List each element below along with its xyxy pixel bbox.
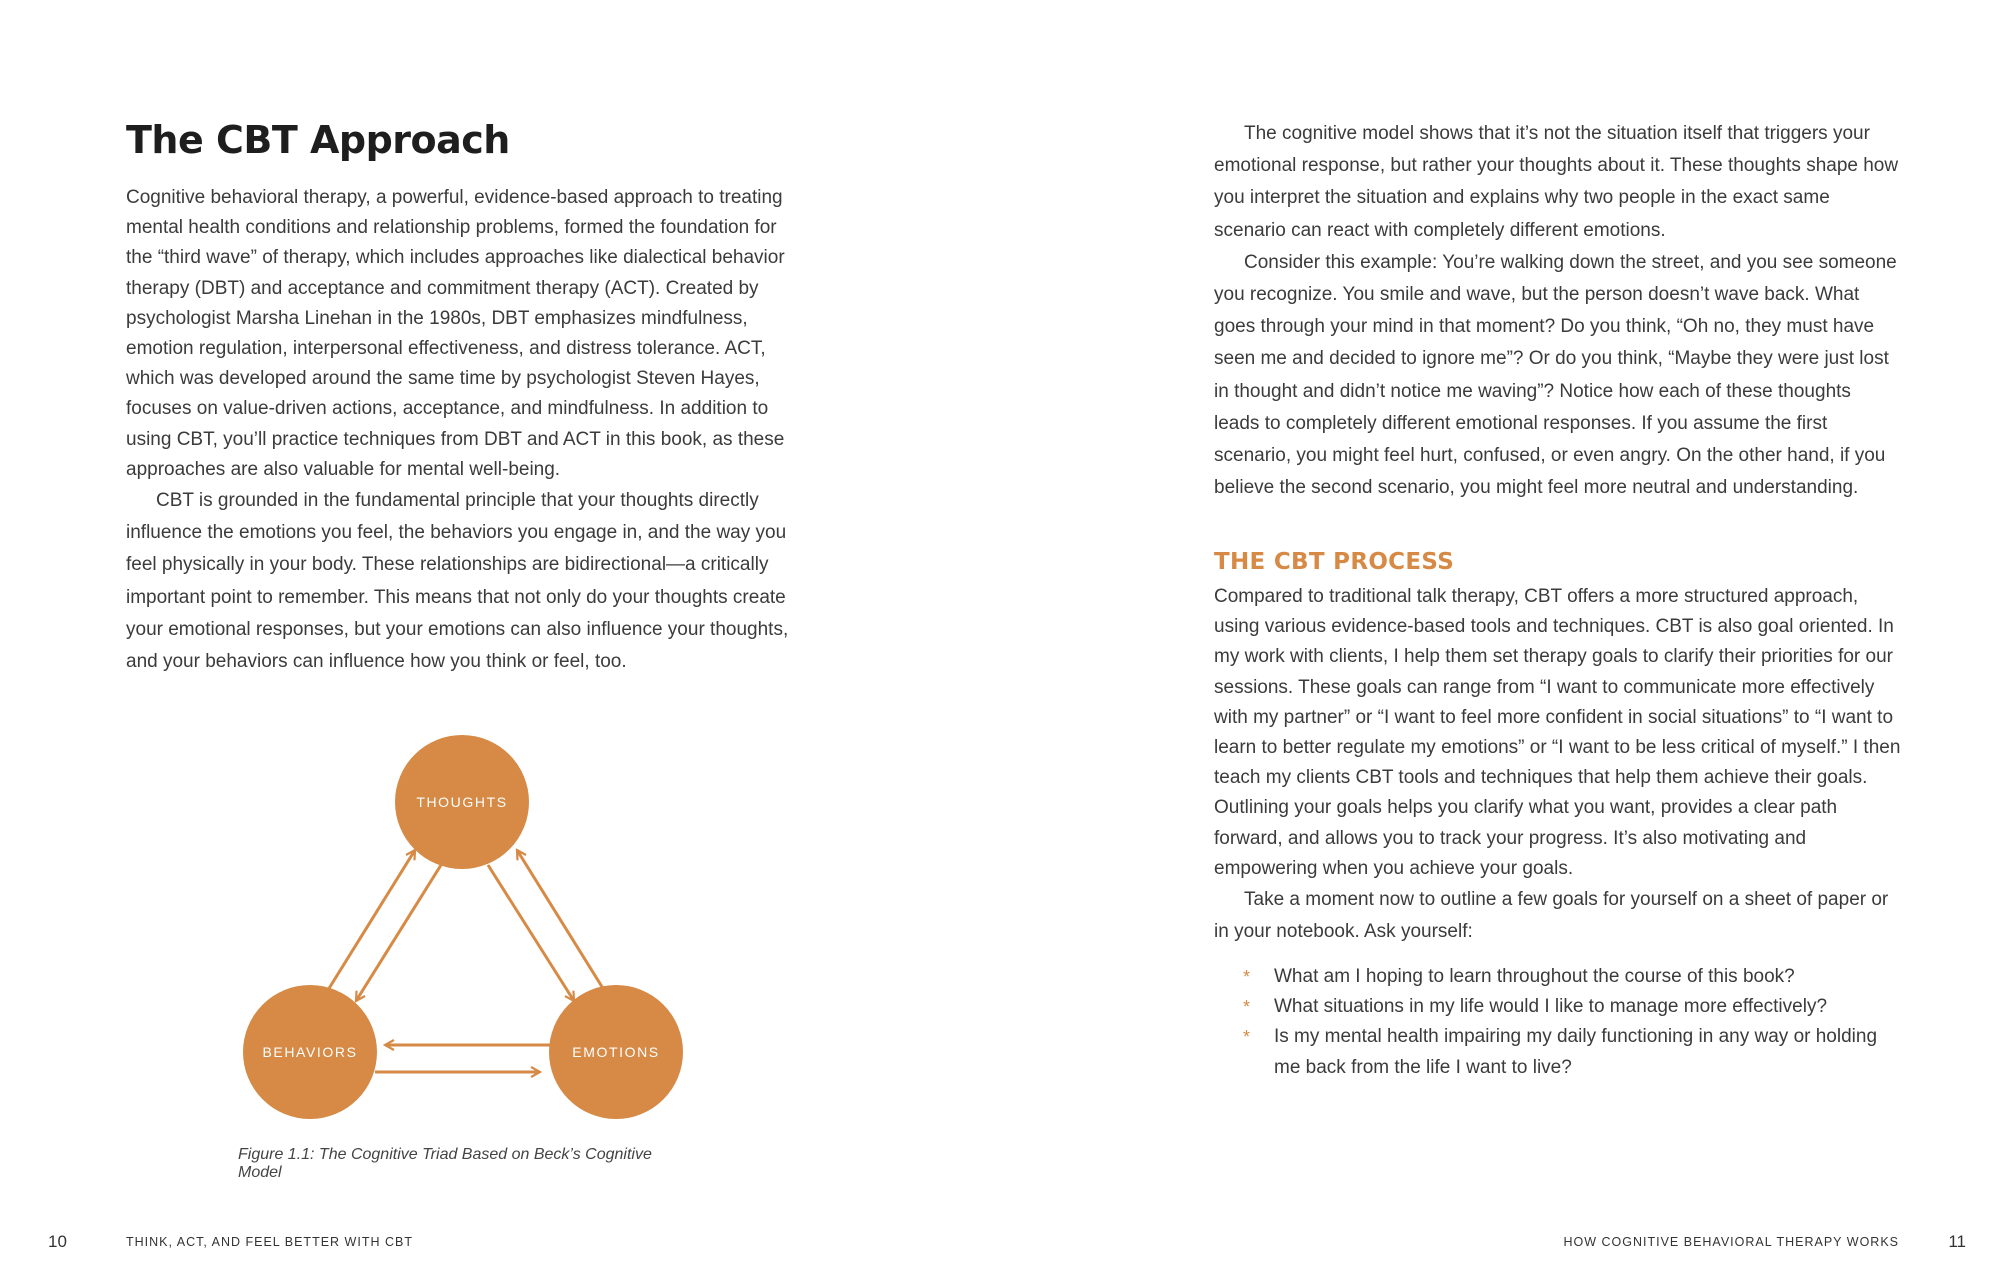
list-item: * What am I hoping to learn throughout the course of this book? [1244,962,1904,992]
right-body-bottom [1214,582,1904,948]
cognitive-triad-diagram [230,725,710,1140]
right-body-top [1214,118,1899,504]
asterisk-icon: * [1243,967,1251,987]
emotions-label: EMOTIONS [572,1044,660,1060]
asterisk-icon: * [1243,997,1251,1018]
figure-caption: Figure 1.1: The Cognitive Triad Based on Beck’s Cognitive Model [238,1146,652,1181]
paragraph: Consider this example: You’re walking down the street, and you see someone you recognize. You smile and wave, but the person doesn’t wave back. What goes through your mind in that moment? Do you think, “Oh no, they must have seen me and decided to ignore me”? Or do you think, “Maybe they were just lost in thought and didn’t notice me waving”? Notice how each of these thoughts leads to completely different emotional responses. If you assume the first scenario, you might feel hurt, confused, or even angry. On the other hand, if you believe the second scenario, you might feel more neutral and understanding. [1214,251,1897,499]
behaviors-label: BEHAVIORS [262,1044,358,1060]
paragraph: Compared to traditional talk therapy, CBT offers a more structured approach, using various evidence-based tools and techniques. CBT is also goal oriented. In my work with clients, I help them set therapy goals to clarify their priorities for our sessions. These goals can range from “I want to communicate more effectively with my partner” or “I want to feel more confident in social situations” to “I want to learn to better regulate my emotions” or “I want to be less critical of myself.” I then teach my clients CBT tools and techniques that help them achieve their goals. Outlining your goals helps you clarify what you want, provides a clear path forward, and allows you to track your progress. It’s also motivating and empowering when you achieve your goals. [1214,586,1901,879]
arrow-thoughts-to-behaviors [356,865,441,1001]
list-item: * Is my mental health impairing my daily functioning in any way or holding me back from the life I want to live? [1244,1022,1904,1082]
paragraph: The cognitive model shows that it’s not the situation itself that triggers your emotional response, but rather your thoughts about it. These thoughts shape how you interpret the situation and explains why two people in the exact same scenario can react with completely different emotions. [1214,123,1899,241]
page-number-left: 10 [48,1232,67,1251]
paragraph: CBT is grounded in the fundamental principle that your thoughts directly influence the emotions you feel, the behaviors you engage in, and the way you feel physically in your body. These relationships are bidirectional—a critically important point to remember. This means that not only do your thoughts create your emotional responses, but your emotions can also influence your thoughts, and your behaviors can influence how you think or feel, too. [126,490,789,673]
page-title: The CBT Approach [126,118,510,162]
page-number-right: 11 [1948,1232,1966,1251]
asterisk-icon: * [1243,1027,1251,1048]
thoughts-label: THOUGHTS [416,794,508,810]
section-heading: THE CBT PROCESS [1214,549,1455,575]
arrow-thoughts-to-emotions [488,865,574,1001]
left-body [126,183,806,678]
paragraph: Cognitive behavioral therapy, a powerful, evidence-based approach to treating mental health conditions and relationship problems, formed the foundation for the “third wave” of therapy, which includes approaches like dialectical behavior therapy (DBT) and acceptance and commitment therapy (ACT). Created by psychologist Marsha Linehan in the 1980s, DBT emphasizes mindfulness, emotion regulation, interpersonal effectiveness, and distress tolerance. ACT, which was developed around the same time by psychologist Steven Hayes, focuses on value-driven actions, acceptance, and mindfulness. In addition to using CBT, you’ll practice techniques from DBT and ACT in this book, as these approaches are also valuable for mental well-being. [126,187,785,480]
running-head-right: HOW COGNITIVE BEHAVIORAL THERAPY WORKS [1563,1235,1899,1249]
paragraph: Take a moment now to outline a few goals for yourself on a sheet of paper or in your notebook. Ask yourself: [1214,889,1889,943]
arrow-behaviors-to-thoughts [328,850,415,990]
goal-questions-list [1244,962,1904,1083]
list-item: * What situations in my life would I like to manage more effectively? [1244,992,1904,1022]
running-head-left: THINK, ACT, AND FEEL BETTER WITH CBT [126,1235,413,1249]
arrow-emotions-to-thoughts [517,850,604,990]
